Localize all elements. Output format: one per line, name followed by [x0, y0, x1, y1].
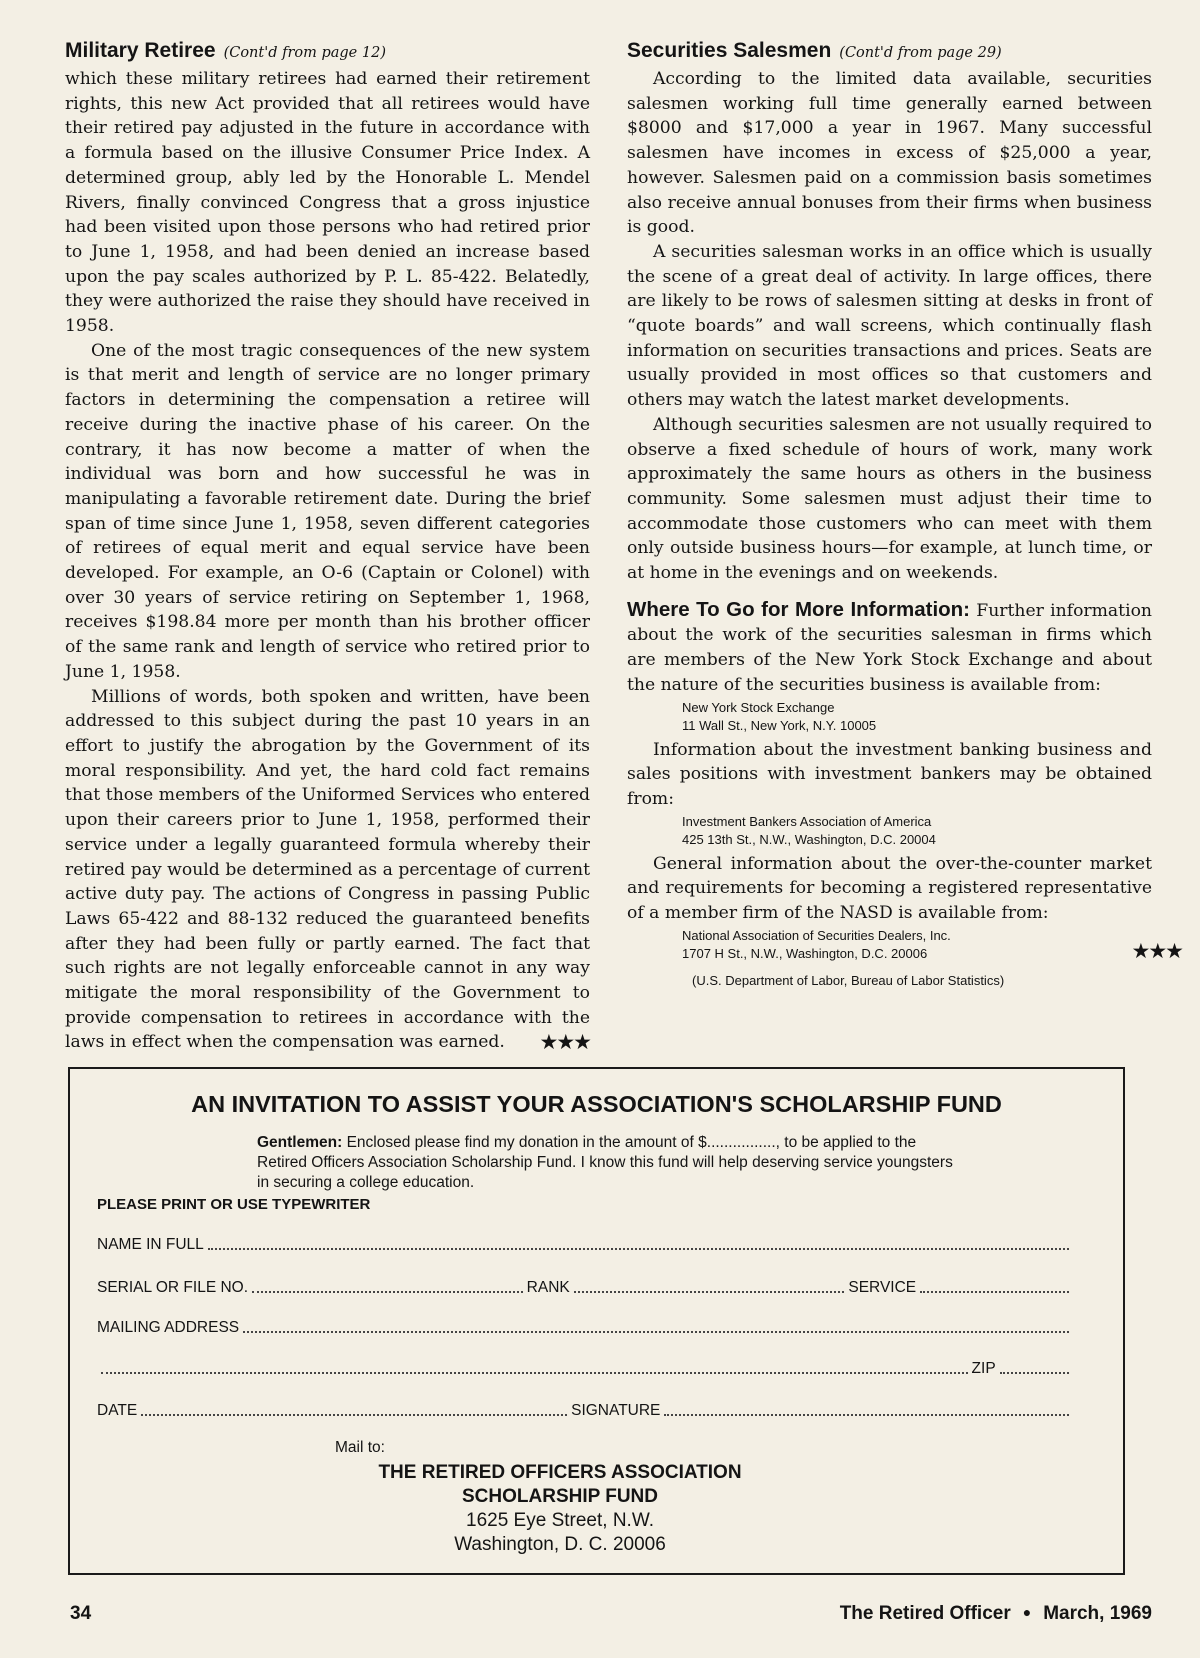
- name-label: NAME IN FULL: [97, 1236, 204, 1253]
- end-stars-icon: ★★★: [539, 1030, 590, 1055]
- address-zip-row: [97, 1360, 1073, 1378]
- address-line: [682, 939, 1182, 963]
- publication-line: [840, 1603, 1152, 1625]
- address-line: New York Stock Exchange: [682, 699, 835, 715]
- serial-label: SERIAL OR FILE NO.: [97, 1279, 249, 1296]
- info-text: Further information about the work of the securities salesman in firms which are members of the New York Stock Exchange and about the nature of the securities business is available from:: [627, 600, 1152, 695]
- paragraph: A securities salesman works in an office which is usually the scene of a great deal of activity. In large offices, there are likely to be rows of salesmen sitting at desks in front of “quote boards” and wall screens, which continually flash information on securities transactions and prices. Seats are usually provided in most offices so that customers and others may watch the latest market developments.: [627, 241, 1152, 411]
- address-line: Investment Bankers Association of America: [682, 813, 932, 829]
- publication-title: The Retired Officer: [839, 1603, 1011, 1624]
- mailing-address: [320, 1461, 800, 1557]
- bullet-icon: ●: [1022, 1604, 1032, 1620]
- address-line: National Association of Securities Dealers, Inc.: [682, 927, 951, 943]
- heading-text: Military Retiree: [65, 39, 216, 62]
- donation-statement: [257, 1133, 957, 1193]
- street-address: 1625 Eye Street, N.W.: [466, 1510, 654, 1531]
- serial-row: [97, 1279, 1073, 1297]
- paragraph: which these military retirees had earned their retirement rights, this new Act provided that all retirees would have their retired pay adjusted in the future in accordance with a formula based on the illusive Consumer Price Index. A determined group, ably led by the Honorable L. Mendel Rivers, finally convinced Congress that a gross injustice had been visited upon those persons who had retired prior to June 1, 1958, and had been denied an increase based upon the pay scales authorized by P. L. 85-422. Belatedly, they were authorized the raise they should have received in 1958.: [65, 69, 590, 337]
- info-paragraph: [627, 598, 1152, 698]
- date-field[interactable]: [141, 1413, 567, 1416]
- address-text: 1707 H St., N.W., Washington, D.C. 20006: [682, 945, 928, 961]
- paragraph: According to the limited data available, securities salesmen working full time generally earned between $8000 and $17,000 a year in 1967. Many successful salesmen have incomes in excess of $25,000 a year, however. Salesmen paid on a commission basis sometimes also receive annual bonuses from their firms when business is good.: [627, 69, 1152, 238]
- article-heading: [627, 38, 1152, 66]
- securities-salesmen-article: [627, 38, 1182, 994]
- continued-note: (Cont'd from page 29): [839, 45, 1002, 61]
- fund-name: SCHOLARSHIP FUND: [462, 1486, 658, 1507]
- signature-field[interactable]: [664, 1413, 1069, 1416]
- address-block: [682, 699, 1152, 735]
- serial-field[interactable]: [252, 1290, 523, 1293]
- address-row: [97, 1319, 1073, 1337]
- page-number: 34: [70, 1603, 92, 1624]
- name-row: [97, 1236, 1073, 1254]
- heading-text: Securities Salesmen: [627, 39, 832, 62]
- address-line2-field[interactable]: [101, 1371, 968, 1374]
- address-field[interactable]: [243, 1330, 1069, 1333]
- end-stars-icon: ★★★: [1131, 939, 1182, 963]
- zip-field[interactable]: [1000, 1371, 1069, 1374]
- org-name: THE RETIRED OFFICERS ASSOCIATION: [378, 1462, 742, 1483]
- name-field[interactable]: [208, 1247, 1069, 1250]
- article-heading: [65, 38, 590, 66]
- rank-label: RANK: [526, 1279, 570, 1296]
- date-label: DATE: [97, 1402, 138, 1419]
- paragraph: Although securities salesmen are not usually required to observe a fixed schedule of hours of work, many work approximately the same hours as others in the business community. Some salesmen must adjust their time to accommodate those customers who can meet with them only outside business hours—for example, at lunch time, or at home in the evenings and on weekends.: [627, 414, 1152, 584]
- service-label: SERVICE: [848, 1279, 917, 1296]
- city-address: Washington, D. C. 20006: [454, 1534, 666, 1555]
- continued-note: (Cont'd from page 12): [223, 45, 386, 61]
- military-retiree-article: [65, 38, 590, 1055]
- paragraph-text: Millions of words, both spoken and written, have been addressed to this subject during the past 10 years in an effort to justify the abrogation by the Government of its moral responsibility. And yet, the hard cold fact remains that those members of the Uniformed Services who entered upon their careers prior to June 1, 1958, performed their service under a legally guaranteed formula whereby their retired pay would be determined as a percentage of current active duty pay. The actions of Congress in passing Public Laws 65-422 and 88-132 reduced the guaranteed benefits after they had been fully or partly earned. The fact that such rights are not legally enforceable cannot in any way mitigate the moral responsibility of the Government to provide compensation to retirees in accordance with the laws in effect when the compensation was earned.: [65, 686, 590, 1053]
- rank-field[interactable]: [574, 1290, 845, 1293]
- scholarship-donation-form: [68, 1067, 1125, 1575]
- form-title: AN INVITATION TO ASSIST YOUR ASSOCIATION'S SCHOLARSHIP FUND: [191, 1091, 1002, 1117]
- address-line: 11 Wall St., New York, N.Y. 10005: [682, 717, 877, 733]
- info-heading: Where To Go for More Information:: [627, 597, 971, 621]
- service-field[interactable]: [920, 1290, 1069, 1293]
- issue-date: March, 1969: [1043, 1603, 1152, 1624]
- source-credit: (U.S. Department of Labor, Bureau of Labor Statistics): [692, 972, 1005, 988]
- zip-label: ZIP: [971, 1360, 996, 1377]
- address-line: 425 13th St., N.W., Washington, D.C. 20004: [682, 831, 936, 847]
- paragraph: General information about the over-the-counter market and requirements for becoming a registered representative of a member firm of the NASD is available from:: [627, 853, 1152, 924]
- paragraph: Information about the investment banking business and sales positions with investment bankers may be obtained from:: [627, 739, 1152, 809]
- salutation: Gentlemen:: [257, 1134, 343, 1151]
- date-signature-row: [97, 1402, 1073, 1420]
- paragraph: [65, 685, 590, 1056]
- address-block: [682, 927, 1182, 963]
- address-block: [682, 813, 1152, 849]
- signature-label: SIGNATURE: [571, 1402, 661, 1419]
- address-label: MAILING ADDRESS: [97, 1319, 240, 1336]
- statement-text: Enclosed please find my donation in the amount of $................, to be applied to the Retired Officers Association Scholarship Fund. I know this fund will help deserving service youngsters in securing a college education.: [257, 1134, 953, 1191]
- mail-to-label: Mail to:: [335, 1439, 385, 1456]
- paragraph: One of the most tragic consequences of the new system is that merit and length of service are no longer primary factors in determining the compensation a retiree will receive during the inactive phase of his career. On the contrary, it has now become a matter of when the individual was born and how successful he was in manipulating a favorable retirement date. During the brief span of time since June 1, 1958, seven different categories of retirees of equal merit and equal service have been developed. For example, an O-6 (Captain or Colonel) with over 30 years of service retiring on September 1, 1968, receives $198.84 more per month than his brother officer of the same rank and length of service who retired prior to June 1, 1958.: [65, 340, 590, 682]
- print-instruction: PLEASE PRINT OR USE TYPEWRITER: [97, 1196, 371, 1213]
